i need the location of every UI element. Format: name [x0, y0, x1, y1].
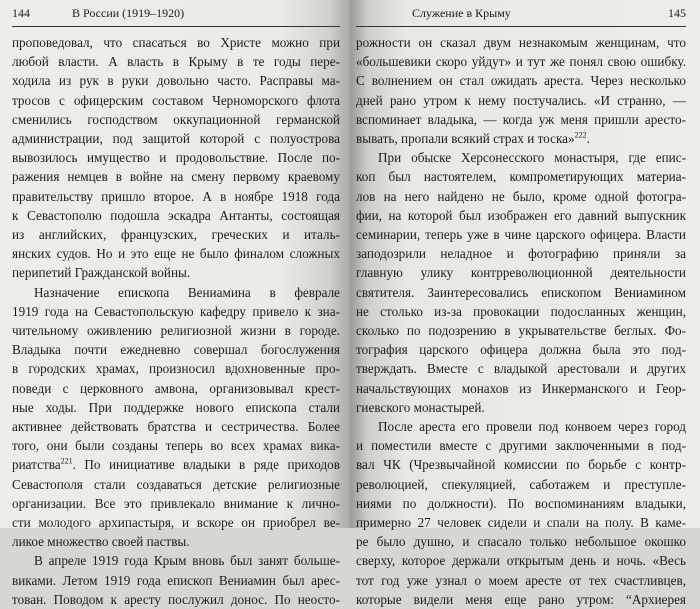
text-line	[12, 129, 340, 148]
line-text: поведи с церковного амвона, организовывал крест-	[12, 380, 340, 396]
line-text: того, они были созданы теперь во всех храмах вика-	[12, 438, 340, 454]
text-line	[12, 398, 340, 417]
line-text: рожности он сказал двум незнакомым женщинам, что	[356, 35, 686, 50]
text-line	[12, 148, 340, 167]
line-text: Назначение епископа Вениамина в феврале	[34, 284, 340, 300]
text-line	[12, 167, 340, 186]
text-line	[12, 455, 340, 474]
line-text: из английских, французских, греческих и италь-	[12, 227, 340, 243]
line-text: в городских храмах, произносил вдохновенные про-	[12, 361, 340, 377]
line-text: проповедовал, что спасаться во Христе можно при	[12, 35, 340, 50]
line-text: семинарии, теперь уже в чине царского офицера. Власти	[356, 227, 686, 243]
line-text: фии, на которой был изображен его давний выпускник	[356, 207, 686, 223]
text-line	[356, 129, 686, 148]
line-text: вспоминает владыка, — когда уж меня пришли аресто-	[356, 111, 686, 127]
footnote-ref[interactable]: 221	[60, 457, 73, 467]
running-head	[12, 0, 340, 26]
line-text: При обыске Херсонесского монастыря, где епис-	[378, 150, 686, 166]
line-text: примерно 27 человек сидели и спали на полу. В каме-	[356, 515, 686, 531]
text-line	[12, 532, 340, 551]
text-line	[12, 52, 340, 71]
line-text: Владыка почти ежедневно совершал богослужения	[12, 342, 340, 358]
text-line	[12, 225, 340, 244]
text-line	[356, 206, 686, 225]
line-text: вал ЧК (Чрезвычайной комиссии по борьбе с контр-	[356, 457, 686, 473]
line-text: С волнением он стал ожидать ареста. Через несколько	[356, 73, 686, 89]
line-text: лов на него найдено не было, кроме одной фотогра-	[356, 188, 686, 204]
line-text: янских судов. Но и это еще не было финалом сложных	[12, 246, 340, 262]
text-line	[356, 513, 686, 532]
line-text: перипетий Гражданской войны.	[12, 265, 191, 281]
text-line	[356, 33, 686, 52]
line-text: начальствующих монахов из Инкерманского и Геор-	[356, 380, 686, 396]
text-line	[12, 302, 340, 321]
text-line	[12, 206, 340, 225]
line-text: и поместили вместе с другими заключенными в под-	[356, 438, 686, 454]
text-line	[12, 110, 340, 129]
line-text: сменились господством оккупационной германской	[12, 111, 340, 127]
line-text: В апреле 1919 года Крым вновь был занят больше-	[34, 553, 340, 569]
text-line	[356, 590, 686, 609]
text-line	[356, 263, 686, 282]
line-text: сти молодого архипастыря, и вскоре он приобрел ве-	[12, 515, 340, 531]
text-line	[356, 398, 686, 417]
line-text: сколько по подозрению в укрывательстве беглых. Фо-	[356, 323, 686, 339]
line-text: 1919 года на Севастопольскую кафедру привело к зна-	[12, 303, 340, 319]
line-text: которые видели меня еще рано утром: “Архиерея	[356, 591, 686, 607]
running-title: В России (1919–1920)	[72, 6, 185, 20]
text-line	[356, 71, 686, 90]
line-text: тросов с офицерским составом Черноморского флота	[12, 92, 340, 108]
running-head	[356, 0, 686, 26]
right-page	[350, 0, 700, 607]
text-line	[12, 475, 340, 494]
page-number: 145	[668, 6, 686, 20]
text-line	[356, 91, 686, 110]
line-text: святителя. Заинтересовались епископом Вениамином	[356, 284, 686, 300]
text-line	[12, 494, 340, 513]
line-text: заподозрили неладное и фотографию приняли за	[356, 246, 686, 262]
text-line	[356, 321, 686, 340]
text-line	[12, 340, 340, 359]
text-line	[12, 379, 340, 398]
text-line	[356, 167, 686, 186]
text-line	[356, 551, 686, 570]
line-text: не столько из-за провокации подосланных женщин,	[356, 303, 686, 319]
text-line	[356, 436, 686, 455]
text-line	[12, 359, 340, 378]
footnote-ref[interactable]: 222	[574, 130, 587, 140]
text-line	[12, 187, 340, 206]
text-line	[356, 340, 686, 359]
line-text: революцией, спекуляцией, саботажем и преступле-	[356, 476, 686, 492]
text-line	[356, 283, 686, 302]
text-line	[356, 379, 686, 398]
page-body	[356, 33, 686, 609]
line-text: к Севастополю подошла эскадра Антанты, состоящая	[12, 207, 340, 223]
text-line	[356, 148, 686, 167]
text-line	[356, 187, 686, 206]
text-line	[356, 532, 686, 551]
text-line	[12, 91, 340, 110]
text-line	[12, 571, 340, 590]
text-line	[12, 263, 340, 282]
line-text: чительному оживлению религиозной жизни в городе.	[12, 323, 340, 339]
line-text: «большевики скоро уйдут» и тут же понял свою ошибку.	[356, 54, 686, 70]
left-page	[0, 0, 350, 607]
line-text: Севастополя стали создаваться детские религиозные	[12, 476, 340, 492]
line-text: гиевского монастырей.	[356, 399, 485, 415]
line-text: администрации, под защитой которой с полуострова	[12, 131, 340, 147]
text-line	[356, 110, 686, 129]
line-text: правительству пришло второе. А в ноябре 1918 года	[12, 188, 340, 204]
line-text: вывать, пропали всякий страх и тоска»	[356, 131, 575, 147]
page-number: 144	[12, 6, 30, 20]
line-text: ражения немцев в войне на смену первому краевому	[12, 169, 340, 185]
text-line	[12, 551, 340, 570]
text-line	[12, 71, 340, 90]
line-text: виками. Летом 1919 года епископ Вениамин был арес-	[12, 572, 340, 588]
line-text: вывозилось имущество и продовольствие. После по-	[12, 150, 340, 166]
line-text: ходила из рук в руки довольно часто. Расправы ма-	[12, 73, 340, 89]
text-line	[356, 302, 686, 321]
text-line	[356, 455, 686, 474]
text-line	[356, 244, 686, 263]
line-text: активнее действовать братства и сестричества. Более	[12, 419, 340, 435]
line-text: главную улику контрреволюционной деятельности	[356, 265, 686, 281]
line-text: ре было душно, и спасало только небольшое окошко	[356, 534, 686, 550]
text-line	[356, 225, 686, 244]
line-text: тография царского офицера должна была это под-	[356, 342, 686, 358]
text-line	[356, 571, 686, 590]
line-text: .	[586, 131, 590, 147]
line-text: ные ходы. При поддержке нового епископа стали	[12, 399, 340, 415]
page-body	[12, 33, 340, 609]
text-line	[356, 52, 686, 71]
header-rule	[356, 26, 686, 27]
text-line	[356, 417, 686, 436]
text-line	[12, 417, 340, 436]
line-text: тот год уже узнал о моем аресте от тех счастливцев,	[356, 572, 686, 588]
text-line	[12, 436, 340, 455]
line-text: организации. Все это привлекало внимание к лично-	[12, 495, 340, 511]
line-text: ниями по должности). По воспоминаниям владыки,	[356, 495, 686, 511]
line-text: коп был настоятелем, компрометирующих материа-	[356, 169, 686, 185]
line-text: сверху, которое держали открытым день и ночь. «Весь	[356, 553, 686, 569]
line-text: После ареста его провели под конвоем через город	[378, 419, 686, 435]
line-text: . По инициативе владыки в ряде приходов	[72, 457, 340, 473]
text-line	[12, 244, 340, 263]
line-text: риатства	[12, 457, 61, 473]
line-text: дней рано утром к нему постучались. «И странно, —	[356, 92, 686, 108]
text-line	[356, 475, 686, 494]
text-line	[12, 33, 340, 52]
text-line	[356, 494, 686, 513]
line-text: тверждать. Вместе с владыкой арестовали и других	[356, 361, 686, 377]
text-line	[12, 513, 340, 532]
line-text: любой власти. А власть в Крыму в те годы пере-	[12, 54, 340, 70]
running-title: Служение в Крыму	[412, 6, 511, 20]
header-rule	[12, 26, 340, 27]
line-text: ликое множество своей паствы.	[12, 534, 190, 550]
text-line	[12, 283, 340, 302]
text-line	[12, 321, 340, 340]
text-line	[356, 359, 686, 378]
line-text: тован. Поводом к аресту послужил донос. По неосто-	[12, 591, 340, 607]
text-line	[12, 590, 340, 609]
